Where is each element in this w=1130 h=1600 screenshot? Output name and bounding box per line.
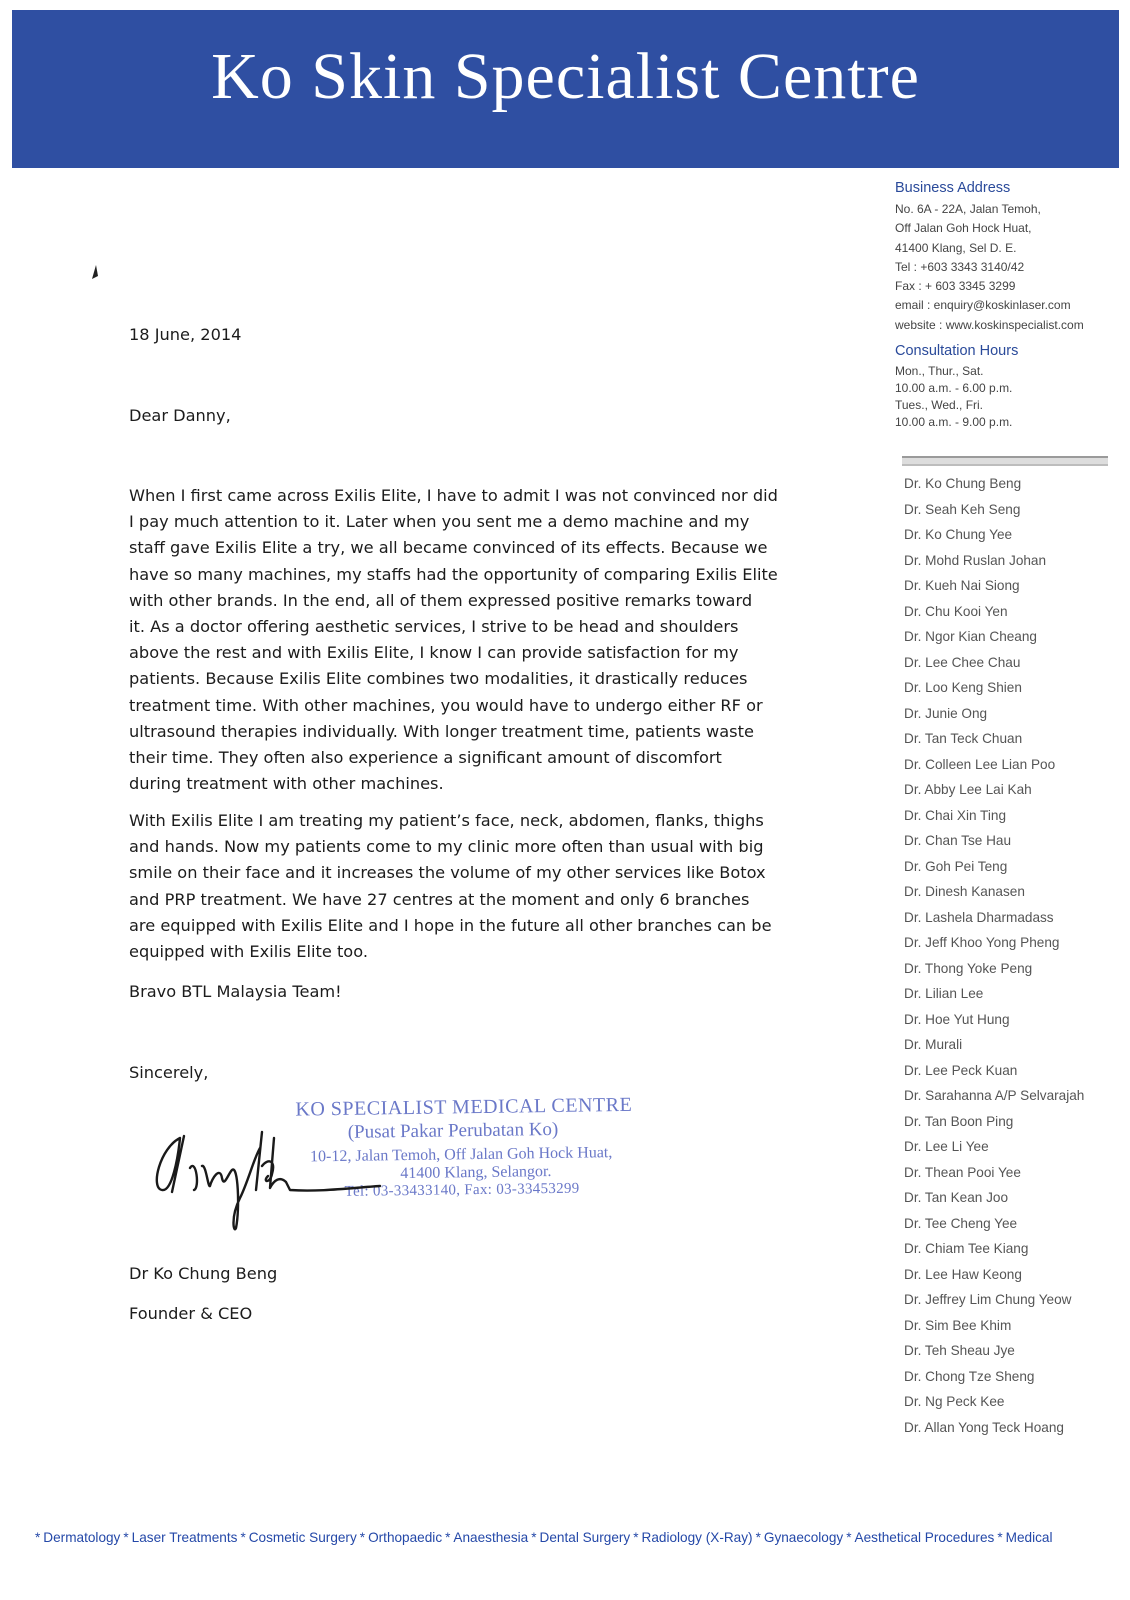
doctor-name: Dr. Tee Cheng Yee bbox=[904, 1215, 1018, 1231]
doctor-name: Dr. Thong Yoke Peng bbox=[904, 960, 1033, 976]
letter-line: treatment time. With other machines, you would have to undergo either RF or bbox=[129, 695, 763, 715]
doctor-name: Dr. Chu Kooi Yen bbox=[904, 603, 1008, 619]
fax-line: Fax : + 603 3345 3299 bbox=[895, 279, 1016, 294]
doctor-name: Dr. Lee Li Yee bbox=[904, 1139, 989, 1154]
letter-line: I pay much attention to it. Later when you sent me a demo machine and my bbox=[129, 512, 750, 532]
service-item: Gynaecology bbox=[763, 1530, 844, 1545]
service-item: Dental Surgery bbox=[539, 1530, 631, 1545]
doctor-name: Dr. Ko Chung Yee bbox=[904, 527, 1013, 542]
letter-line: patients. Because Exilis Elite combines two modalities, it drastically reduces bbox=[129, 669, 748, 689]
letter-line: With Exilis Elite I am treating my patient’s face, neck, abdomen, flanks, thighs bbox=[129, 811, 764, 830]
letter-line: are equipped with Exilis Elite and I hope in the future all other branches can be bbox=[129, 915, 772, 935]
letter-line: their time. They often also experience a significant amount of discomfort bbox=[129, 748, 722, 768]
letter-line: When I first came across Exilis Elite, I have to admit I was not convinced nor did bbox=[129, 486, 778, 505]
doctor-name: Dr. Dinesh Kanasen bbox=[904, 884, 1025, 899]
doctor-name: Dr. Mohd Ruslan Johan bbox=[904, 552, 1047, 568]
doctor-name: Dr. Seah Keh Seng bbox=[904, 501, 1021, 517]
star-separator: * bbox=[445, 1530, 451, 1545]
service-item: Radiology (X-Ray) bbox=[641, 1530, 753, 1545]
star-separator: * bbox=[997, 1530, 1003, 1545]
sign-off: Sincerely, bbox=[129, 1063, 209, 1082]
hours-line: Mon., Thur., Sat. bbox=[895, 364, 984, 379]
doctor-name: Dr. Jeff Khoo Yong Pheng bbox=[904, 935, 1060, 950]
hours-line: 10.00 a.m. - 9.00 p.m. bbox=[895, 415, 1013, 430]
doctor-name: Dr. Chan Tse Hau bbox=[904, 833, 1012, 848]
stamp-line: Tel: 03-33433140, Fax: 03-33453299 bbox=[344, 1180, 580, 1200]
handwritten-signature bbox=[150, 1118, 410, 1238]
star-separator: * bbox=[359, 1530, 366, 1545]
letter-line: during treatment with other machines. bbox=[129, 774, 444, 794]
doctor-name: Dr. Jeffrey Lim Chung Yeow bbox=[904, 1292, 1072, 1307]
stamp-line: 10-12, Jalan Temoh, Off Jalan Goh Hock Huat, bbox=[309, 1144, 613, 1166]
letter-line: ultrasound therapies individually. With longer treatment time, patients waste bbox=[129, 721, 754, 741]
doctor-name: Dr. Lee Peck Kuan bbox=[904, 1062, 1018, 1078]
service-item: Orthopaedic bbox=[368, 1530, 443, 1545]
salutation: Dear Danny, bbox=[129, 406, 231, 425]
letter-line: smile on their face and it increases the volume of my other services like Botox bbox=[129, 863, 766, 883]
services-footer bbox=[32, 1530, 1122, 1545]
doctor-name: Dr. Sim Bee Khim bbox=[904, 1317, 1012, 1333]
doctor-name: Dr. Hoe Yut Hung bbox=[904, 1011, 1010, 1027]
letter-line: staff gave Exilis Elite a try, we all became convinced of its effects. Because we bbox=[129, 538, 768, 558]
stamp-line: KO SPECIALIST MEDICAL CENTRE bbox=[295, 1093, 633, 1121]
email-line: email : enquiry@koskinlaser.com bbox=[895, 298, 1071, 313]
service-item: Dermatology bbox=[43, 1530, 121, 1545]
website-line: website : www.koskinspecialist.com bbox=[895, 317, 1084, 332]
signer-title: Founder & CEO bbox=[129, 1304, 253, 1323]
stamp-line: (Pusat Pakar Perubatan Ko) bbox=[347, 1118, 559, 1143]
letter-paragraph-1 bbox=[129, 483, 779, 797]
signer-name: Dr Ko Chung Beng bbox=[129, 1264, 278, 1283]
letter-line: it. As a doctor offering aesthetic services, I strive to be head and shoulders bbox=[129, 617, 739, 637]
doctor-name: Dr. Allan Yong Teck Hoang bbox=[904, 1419, 1064, 1435]
doctor-name: Dr. Lilian Lee bbox=[904, 986, 984, 1001]
hours-line: 10.00 a.m. - 6.00 p.m. bbox=[895, 381, 1013, 396]
service-item: Medical bbox=[1005, 1530, 1053, 1545]
service-item: Anaesthesia bbox=[453, 1530, 529, 1545]
doctor-name: Dr. Ngor Kian Cheang bbox=[904, 629, 1037, 644]
doctor-name: Dr. Murali bbox=[904, 1037, 963, 1052]
business-address-heading: Business Address bbox=[895, 180, 1011, 196]
pen-mark bbox=[90, 264, 100, 280]
address-line: 41400 Klang, Sel D. E. bbox=[895, 240, 1017, 255]
doctor-name: Dr. Thean Pooi Yee bbox=[904, 1164, 1021, 1180]
doctor-name: Dr. Tan Teck Chuan bbox=[904, 731, 1023, 746]
stamp-line: 41400 Klang, Selangor. bbox=[400, 1163, 552, 1183]
doctor-name: Dr. Abby Lee Lai Kah bbox=[904, 782, 1032, 797]
letter-line: have so many machines, my staffs had the opportunity of comparing Exilis Elite bbox=[129, 564, 778, 584]
hours-line: Tues., Wed., Fri. bbox=[895, 398, 984, 413]
sidebar-divider bbox=[902, 456, 1108, 466]
doctor-name: Dr. Tan Kean Joo bbox=[904, 1190, 1009, 1205]
service-item: Cosmetic Surgery bbox=[248, 1530, 357, 1545]
consultation-hours bbox=[895, 343, 1125, 431]
centre-title: Ko Skin Specialist Centre bbox=[211, 40, 920, 113]
service-item: Laser Treatments bbox=[131, 1530, 238, 1545]
doctor-name: Dr. Tan Boon Ping bbox=[904, 1113, 1014, 1129]
doctor-name: Dr. Junie Ong bbox=[904, 705, 988, 721]
letter-line: above the rest and with Exilis Elite, I know I can provide satisfaction for my bbox=[129, 643, 739, 663]
doctor-name: Dr. Chai Xin Ting bbox=[904, 807, 1006, 823]
address-line: Off Jalan Goh Hock Huat, bbox=[895, 221, 1032, 236]
doctor-name: Dr. Chong Tze Sheng bbox=[904, 1368, 1035, 1384]
star-separator: * bbox=[633, 1530, 639, 1545]
doctor-name: Dr. Sarahanna A/P Selvarajah bbox=[904, 1088, 1085, 1103]
star-separator: * bbox=[123, 1530, 129, 1545]
tel-line: Tel : +603 3343 3140/42 bbox=[895, 259, 1025, 274]
doctor-name: Dr. Lee Chee Chau bbox=[904, 654, 1021, 670]
letter-line: and PRP treatment. We have 27 centres at the moment and only 6 branches bbox=[129, 889, 750, 909]
sidebar-contact bbox=[895, 180, 1125, 431]
doctor-name: Dr. Lashela Dharmadass bbox=[904, 909, 1054, 925]
closing-line: Bravo BTL Malaysia Team! bbox=[129, 982, 342, 1001]
doctor-name: Dr. Ng Peck Kee bbox=[904, 1394, 1005, 1409]
service-item: Aesthetical Procedures bbox=[854, 1530, 995, 1545]
star-separator: * bbox=[846, 1530, 852, 1545]
star-separator: * bbox=[240, 1530, 246, 1545]
doctor-name: Dr. Goh Pei Teng bbox=[904, 858, 1008, 874]
doctor-list bbox=[904, 474, 1124, 1443]
star-separator: * bbox=[35, 1530, 41, 1545]
letter-line: and hands. Now my patients come to my clinic more often than usual with big bbox=[129, 837, 764, 857]
doctor-name: Dr. Ko Chung Beng bbox=[904, 476, 1022, 491]
letter-line: equipped with Exilis Elite too. bbox=[129, 942, 368, 962]
doctor-name: Dr. Chiam Tee Kiang bbox=[904, 1241, 1029, 1256]
doctor-name: Dr. Loo Keng Shien bbox=[904, 680, 1022, 695]
letterhead-banner bbox=[12, 10, 1119, 168]
star-separator: * bbox=[531, 1530, 537, 1545]
letter-line: with other brands. In the end, all of them expressed positive remarks toward bbox=[129, 590, 753, 610]
doctor-name: Dr. Teh Sheau Jye bbox=[904, 1343, 1015, 1358]
letter-paragraph-2 bbox=[129, 808, 779, 965]
address-line: No. 6A - 22A, Jalan Temoh, bbox=[895, 202, 1041, 216]
letter-date: 18 June, 2014 bbox=[129, 325, 242, 344]
star-separator: * bbox=[755, 1530, 761, 1545]
doctor-name: Dr. Lee Haw Keong bbox=[904, 1266, 1022, 1282]
consultation-hours-heading: Consultation Hours bbox=[895, 343, 1019, 360]
doctor-name: Dr. Colleen Lee Lian Poo bbox=[904, 756, 1056, 772]
doctor-name: Dr. Kueh Nai Siong bbox=[904, 578, 1020, 593]
